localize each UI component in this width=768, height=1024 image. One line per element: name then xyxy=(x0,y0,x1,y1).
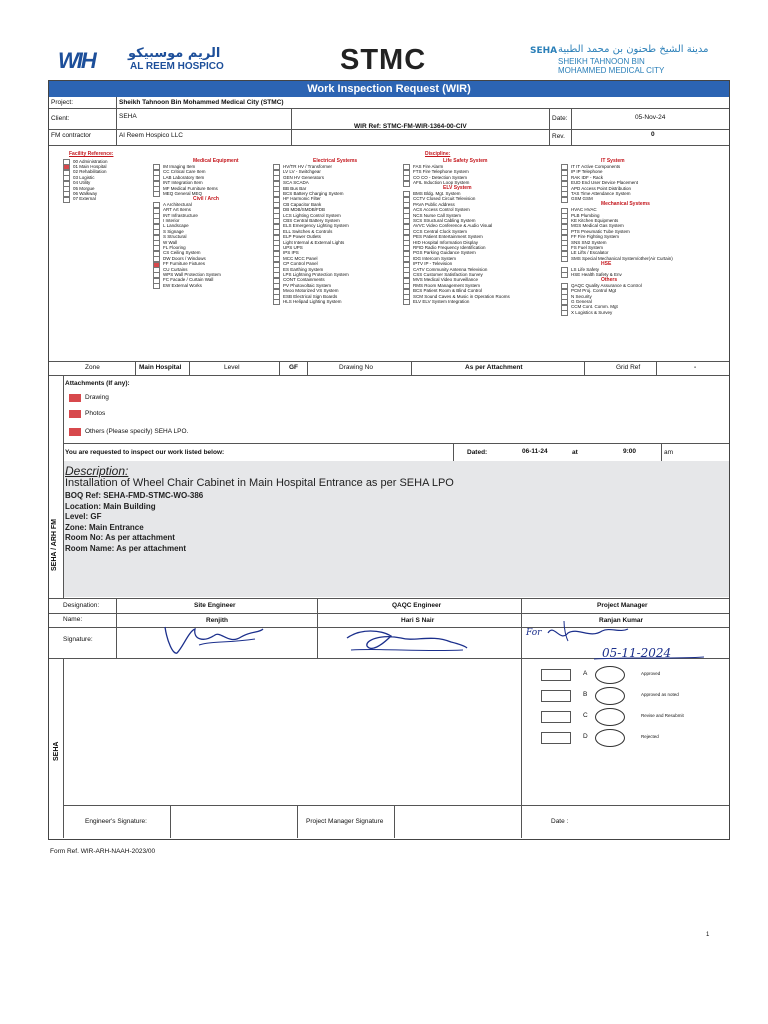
svg-text:For: For xyxy=(526,628,542,638)
fm-value: Al Reem Hospico LLC xyxy=(119,132,183,139)
discipline-group-heading: Mechanical Systems xyxy=(601,201,650,208)
role-qaqc-engineer: QAQC Engineer xyxy=(392,602,442,609)
discipline-item: FAS Fire Alarm xyxy=(413,163,444,169)
discipline-item: PLB Plumbing xyxy=(571,212,600,218)
discipline-item: ESB Electrical Sign Boards xyxy=(283,293,338,299)
discipline-item: CONT Containments xyxy=(283,277,325,283)
discipline-item: BCS Patient Room & Blind Control xyxy=(413,288,483,294)
discipline-item: PES Patient Entertainment System xyxy=(413,234,483,240)
attachment-photos: Photos xyxy=(85,410,106,417)
discipline-item: W Wall xyxy=(163,239,178,245)
discipline-group-heading: Others xyxy=(601,276,618,283)
discipline-group-heading: Civil / Arch xyxy=(193,195,219,202)
al-reem-mark-icon: WIH xyxy=(58,48,95,73)
role-site-engineer: Site Engineer xyxy=(194,602,236,609)
discipline-item: DW Doors / Windows xyxy=(163,255,206,261)
discipline-item: LCS Lighting Control System xyxy=(283,212,341,218)
approval-box-c[interactable] xyxy=(541,711,571,723)
description-heading: Description: xyxy=(65,464,129,478)
dated-label: Dated: xyxy=(467,449,488,456)
seha-side-label: SEHA xyxy=(53,741,60,761)
discipline-group-heading: HSE xyxy=(601,260,612,267)
discipline-item: CATV Community Antenna Television xyxy=(413,266,488,272)
discipline-item: CCTV Closed Circuit Television xyxy=(413,196,476,202)
description-line: Room No: As per attachment xyxy=(65,533,175,542)
discipline-item: RAK IDF - Rack xyxy=(571,174,604,180)
client-value: SEHA xyxy=(119,113,137,120)
role-project-manager: Project Manager xyxy=(597,602,648,609)
seha-logo xyxy=(530,44,709,80)
discipline-item: EUD End User Device Placement xyxy=(571,180,639,186)
facility-item: 02 Rehabilitation xyxy=(73,169,107,175)
approval-label: Approved as noted xyxy=(641,692,679,697)
attachment-others: Others (Please specify) SEHA LPO. xyxy=(85,428,189,435)
discipline-item: I Interior xyxy=(163,217,180,223)
discipline-item: HID Hospital Information Display xyxy=(413,239,479,245)
discipline-checkbox[interactable] xyxy=(153,283,160,289)
discipline-item: CC Critical Care Item xyxy=(163,169,206,175)
form-title: Work Inspection Request (WIR) xyxy=(49,81,729,97)
discipline-group-heading: ELV System xyxy=(443,185,472,191)
approval-oval-d[interactable] xyxy=(595,729,625,747)
discipline-item: PGS Parking Guidance System xyxy=(413,250,476,256)
discipline-item: ELL Switches & Controls xyxy=(283,228,333,234)
discipline-item: HLS Helipad Lighting System xyxy=(283,298,342,304)
name-site-engineer: Renjith xyxy=(206,617,229,624)
description-line: Location: Main Building xyxy=(65,501,156,511)
discipline-item: KE Kitchen Equipments xyxy=(571,217,619,223)
approval-code: A xyxy=(583,670,588,677)
discipline-item: SMS Special Mechanical System/other(Air Curtain) xyxy=(571,255,673,261)
description-title: Installation of Wheel Chair Cabinet in Main Hospital Entrance as per SEHA LPO xyxy=(65,477,454,489)
discipline-heading: Discipline: xyxy=(425,151,451,157)
discipline-item: RMS Room Management System xyxy=(413,282,481,288)
al-reem-arabic: الريم موسبيكو xyxy=(128,46,221,61)
at-label: at xyxy=(572,449,578,456)
discipline-checkbox[interactable] xyxy=(403,181,410,187)
discipline-item: MF Medical Furniture Items xyxy=(163,185,218,191)
discipline-item: HV/TR HV / Transformer xyxy=(283,163,333,169)
discipline-item: INT Infrastructure xyxy=(163,212,198,218)
facility-item: 00 Administration xyxy=(73,158,108,164)
stmc-title: STMC xyxy=(340,44,427,76)
discipline-item: CO CO - Detection System xyxy=(413,174,468,180)
discipline-item: G General xyxy=(571,298,592,304)
wir-form xyxy=(48,80,730,840)
approval-code: D xyxy=(583,733,588,740)
discipline-item: CSS Customer Satisfaction Survey xyxy=(413,271,483,277)
discipline-item: INT Integration Item xyxy=(163,180,203,186)
facility-heading: Facility Reference: xyxy=(69,151,114,157)
al-reem-logo xyxy=(58,46,224,76)
level-value: GF xyxy=(289,364,299,371)
level-label: Level xyxy=(224,364,240,371)
discipline-checkbox[interactable] xyxy=(153,191,160,197)
discipline-item: X Logistics & Survey xyxy=(571,309,613,315)
approval-label: Revise and Resubmit xyxy=(641,713,684,718)
photos-checkbox[interactable] xyxy=(69,410,81,418)
approval-oval-c[interactable] xyxy=(595,708,625,726)
approval-label: Approved xyxy=(641,671,661,676)
discipline-item: LV LV - Switchgear xyxy=(283,169,321,175)
discipline-item: PCM Proj. Control Mgt xyxy=(571,288,617,294)
discipline-item: FC Facade / Curtain Wall xyxy=(163,277,214,283)
approval-code: B xyxy=(583,691,588,698)
description-line: Level: GF xyxy=(65,512,102,521)
approval-date-label: Date : xyxy=(551,818,569,825)
wir-ref: WIR Ref: STMC-FM-WIR-1364-00-CIV xyxy=(354,123,467,130)
name-qaqc-engineer: Hari S Nair xyxy=(401,617,435,624)
al-reem-english: AL REEM HOSPICO xyxy=(130,61,224,72)
approval-oval-a[interactable] xyxy=(595,666,625,684)
description-line: Room Name: As per attachment xyxy=(65,543,187,553)
discipline-item: FF Fire Fighting System xyxy=(571,234,620,240)
seha-arabic-line1: مدينة الشيخ طحنون بن محمد الطبية xyxy=(558,44,709,55)
seha-english: SHEIKH TAHNOON BIN MOHAMMED MEDICAL CITY xyxy=(558,57,665,75)
svg-text:05-11-2024: 05-11-2024 xyxy=(602,646,672,660)
discipline-item: PV Photovoltaic System xyxy=(283,282,332,288)
approval-code: C xyxy=(583,712,588,719)
discipline-item: LS Life Safety xyxy=(571,266,600,272)
discipline-item: EW External Works xyxy=(163,282,202,288)
discipline-item: AFIL Induction Loop System xyxy=(413,180,470,186)
grid-value: - xyxy=(694,364,697,371)
discipline-item: UPS UPS xyxy=(283,244,303,250)
discipline-item: CB Capacitor Bank xyxy=(283,201,322,207)
discipline-item: FF Furniture Fixtures xyxy=(163,261,206,267)
discipline-item: SCA SCADA xyxy=(283,180,309,186)
discipline-item: ART Art Items xyxy=(163,207,191,213)
pm-signature-label: Project Manager Signature xyxy=(306,818,384,825)
discipline-checkbox[interactable] xyxy=(561,197,568,203)
signature-site-engineer xyxy=(159,621,269,659)
seha-arh-side-label: SEHA / ARH FM xyxy=(51,519,58,571)
discipline-item: IP IP Telephone xyxy=(571,169,603,175)
discipline-item: LAB Laboratory Item xyxy=(163,174,205,180)
name-project-manager: Ranjan Kumar xyxy=(599,617,644,624)
discipline-item: DB MDB/SMDB/FDB xyxy=(283,207,326,213)
discipline-item: A Architectural xyxy=(163,201,192,207)
discipline-item: CCS Central Clock System xyxy=(413,228,468,234)
discipline-group-heading: Electrical Systems xyxy=(313,158,358,164)
discipline-item: FL Flooring xyxy=(163,244,186,250)
discipline-item: S Structural xyxy=(163,234,187,240)
facility-item: 07 External xyxy=(73,196,96,202)
discipline-item: S Signage xyxy=(163,228,184,234)
discipline-item: BCS Battery Charging System xyxy=(283,190,344,196)
date-value: 05-Nov-24 xyxy=(635,114,666,121)
discipline-item: LE Lifts / Escalator xyxy=(571,250,609,256)
project-value: Sheikh Tahnoon Bin Mohammed Medical City (STMC) xyxy=(119,99,284,106)
discipline-item: Mvoo Motorized VS System xyxy=(283,288,339,294)
attachment-drawing: Drawing xyxy=(85,394,109,401)
discipline-item: MCC MCC Panel xyxy=(283,255,318,261)
approval-box-b[interactable] xyxy=(541,690,571,702)
discipline-item: MGS Medical Gas System xyxy=(571,223,624,229)
fm-label: FM contractor xyxy=(51,132,92,139)
engineer-signature-label: Engineer's Signature: xyxy=(85,818,147,825)
ampm: am xyxy=(664,449,674,456)
discipline-item: CBS Central Battery System xyxy=(283,217,340,223)
seha-brand: SEHA xyxy=(530,46,558,56)
discipline-item: Light Internal & External Lights xyxy=(283,239,345,245)
time-value: 9:00 xyxy=(623,448,637,455)
discipline-item: APD Access Point Distribution xyxy=(571,185,632,191)
signature-project-manager xyxy=(524,619,724,663)
discipline-item: FTS Fire Telephone System xyxy=(413,169,469,175)
discipline-checkbox[interactable] xyxy=(403,299,410,305)
discipline-item: L Landscape xyxy=(163,223,189,229)
discipline-group-heading: IT System xyxy=(601,158,625,164)
discipline-item: IM Imaging Item xyxy=(163,163,196,169)
description-line: Zone: Main Entrance xyxy=(65,522,144,532)
description-line: BOQ Ref: SEHA-FMD-STMC-WO-386 xyxy=(65,491,204,500)
discipline-item: BB Bus Bar xyxy=(283,185,307,191)
discipline-group-heading: Medical Equipment xyxy=(193,158,239,164)
discipline-item: RFID Radio Frequency Identification xyxy=(413,244,486,250)
client-label: Client: xyxy=(51,115,70,122)
discipline-group-heading: Life Safety System xyxy=(443,158,488,164)
request-text: You are requested to inspect our work listed below: xyxy=(65,449,225,456)
discipline-item: ELP Power Outlets xyxy=(283,234,321,240)
approval-label: Rejected xyxy=(641,734,659,739)
rev-label: Rev. xyxy=(552,133,565,140)
zone-label: Zone xyxy=(85,364,100,371)
discipline-item: HVAC HVAC xyxy=(571,207,597,213)
discipline-item: TAS Time Attendance System xyxy=(571,190,631,196)
discipline-item: AVVC Video Conference & Audio Visual xyxy=(413,223,493,229)
discipline-item: MVS Medical Video Surveillance xyxy=(413,277,478,283)
discipline-item: CP Control Panel xyxy=(283,261,318,267)
discipline-checkbox[interactable] xyxy=(561,310,568,316)
signature-qaqc-engineer xyxy=(341,624,471,658)
discipline-item: SCS Structural Cabling System xyxy=(413,217,476,223)
discipline-item: ACS Access Control System xyxy=(413,207,470,213)
grid-label: Grid Ref xyxy=(616,364,641,371)
approval-box-d[interactable] xyxy=(541,732,571,744)
discipline-item: GSM GSM xyxy=(571,196,593,202)
discipline-item: FS Fuel System xyxy=(571,244,604,250)
facility-item: 03 Logistic xyxy=(73,174,95,180)
facility-checkbox[interactable] xyxy=(63,197,70,203)
discipline-item: MEQ General MEQ xyxy=(163,190,203,196)
discipline-item: IPS IPS xyxy=(283,250,299,256)
discipline-item: CS Ceiling System xyxy=(163,250,201,256)
discipline-item: NCS Nurse Call System xyxy=(413,212,462,218)
discipline-item: SCM Sound Caves & Music in Operation Rooms xyxy=(413,293,510,299)
discipline-item: ELV ELV System Integration xyxy=(413,298,470,304)
discipline-item: PTS Pneumatic Tube System xyxy=(571,228,630,234)
discipline-checkbox[interactable] xyxy=(273,299,280,305)
signature-label: Signature: xyxy=(63,636,93,643)
drawing-value: As per Attachment xyxy=(465,364,523,371)
discipline-checkbox[interactable] xyxy=(561,256,568,262)
discipline-item: N Security xyxy=(571,293,592,299)
name-label: Name: xyxy=(63,616,83,623)
discipline-item: CCM Cont. Comm. Mgt xyxy=(571,304,618,310)
discipline-item: WPS Wall Protection System xyxy=(163,271,221,277)
discipline-item: IT IT Active Components xyxy=(571,163,621,169)
discipline-item: PAVA Public Address xyxy=(413,201,455,207)
discipline-item: IPTV IP - Television xyxy=(413,261,453,267)
designation-label: Designation: xyxy=(63,602,100,609)
attachments-heading: Attachments (If any): xyxy=(65,380,130,387)
discipline-item: IDG Intercom System xyxy=(413,255,457,261)
discipline-item: HF Harmonic Filter xyxy=(283,196,321,202)
facility-item: 06 Walkway xyxy=(73,190,98,196)
drawing-checkbox[interactable] xyxy=(69,394,81,402)
date-label: Date: xyxy=(552,115,568,122)
discipline-item: QAQC Quality Assurance & Control xyxy=(571,282,642,288)
facility-item: 01 Main Hospital xyxy=(73,163,107,169)
others-checkbox[interactable] xyxy=(69,428,81,436)
discipline-item: GEN HV Generators xyxy=(283,174,325,180)
discipline-item: ES Earthing System xyxy=(283,266,324,272)
page-number: 1 xyxy=(706,932,710,938)
facility-item: 04 Utility xyxy=(73,180,91,186)
discipline-item: BMS Bldg. Mgt. System xyxy=(413,190,461,196)
zone-value: Main Hospital xyxy=(139,364,182,371)
project-label: Project: xyxy=(51,99,74,106)
discipline-checkbox[interactable] xyxy=(561,272,568,278)
discipline-item: ELS Emergency Lighting System xyxy=(283,223,349,229)
facility-item: 05 Morgue xyxy=(73,185,95,191)
dated-value: 06-11-24 xyxy=(522,448,548,455)
discipline-item: LPS Lightning Protection System xyxy=(283,271,349,277)
discipline-item: CU Curtains xyxy=(163,266,188,272)
rev-value: 0 xyxy=(651,131,655,138)
form-ref: Form Ref. WIR-ARH-NAAH-2023/00 xyxy=(50,848,156,855)
drawing-label: Drawing No xyxy=(339,364,373,371)
approval-box-a[interactable] xyxy=(541,669,571,681)
discipline-item: HSE Health Safety & Env xyxy=(571,271,622,277)
approval-oval-b[interactable] xyxy=(595,687,625,705)
discipline-item: SNS SN2 System xyxy=(571,239,607,245)
